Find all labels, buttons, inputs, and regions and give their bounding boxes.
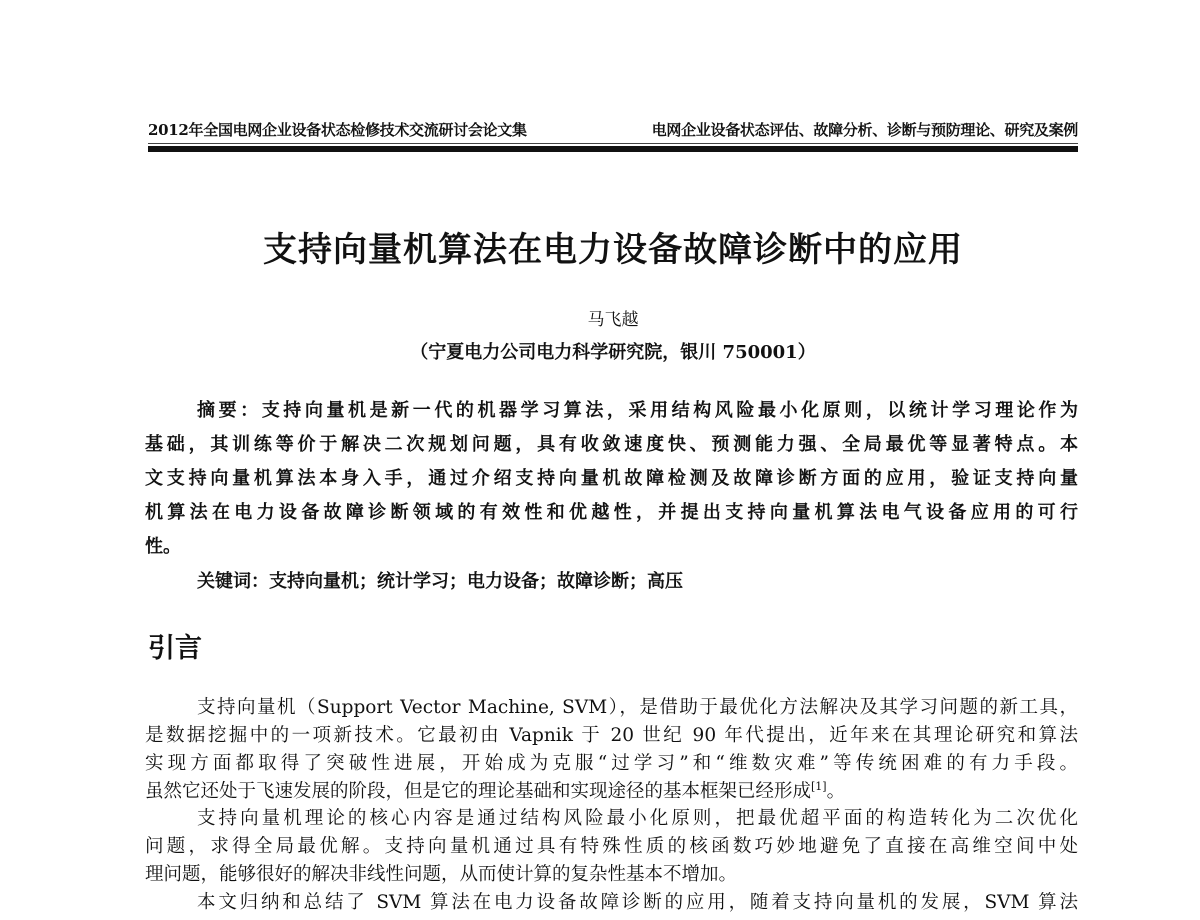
body-line: 是数据挖掘中的一项新技术。它最初由 Vapnik 于 20 世纪 90 年代提出，近年来在其理论研究和算法	[145, 725, 1078, 746]
abstract-line: 机算法在电力设备故障诊断领域的有效性和优越性，并提出支持向量机算法电气设备应用的可行	[145, 502, 1078, 523]
body-line: 实现方面都取得了突破性进展，开始成为克服“过学习”和“维数灾难”等传统困难的有力手段。	[145, 753, 1078, 774]
body-line-text: 虽然它还处于飞速发展的阶段，但是它的理论基础和实现途径的基本框架已经形成	[145, 781, 812, 802]
header-rule-thin	[148, 143, 1078, 144]
running-header-right: 电网企业设备状态评估、故障分析、诊断与预防理论、研究及案例	[651, 121, 1078, 139]
body-line: 支持向量机理论的核心内容是通过结构风险最小化原则，把最优超平面的构造转化为二次优化	[197, 808, 1078, 829]
section-heading-introduction: 引言	[148, 633, 202, 664]
abstract-line: 摘要：支持向量机是新一代的机器学习算法，采用结构风险最小化原则，以统计学习理论作为	[197, 400, 1078, 421]
body-line-punct: 。	[826, 781, 846, 802]
abstract-line: 文支持向量机算法本身入手，通过介绍支持向量机故障检测及故障诊断方面的应用，验证支持向量	[145, 468, 1078, 489]
abstract-line: 性。	[145, 536, 181, 557]
body-line	[145, 777, 1078, 803]
body-line: 理问题，能够很好的解决非线性问题，从而使计算的复杂性基本不增加。	[145, 864, 738, 885]
abstract-line: 基础，其训练等价于解决二次规划问题，具有收敛速度快、预测能力强、全局最优等显著特点。本	[145, 434, 1078, 455]
running-header-left: 2012年全国电网企业设备状态检修技术交流研讨会论文集	[148, 121, 527, 139]
citation-ref[interactable]: [1]	[811, 779, 827, 793]
header-rule	[148, 146, 1078, 152]
keywords: 关键词：支持向量机；统计学习；电力设备；故障诊断；高压	[197, 571, 683, 592]
body-line: 本文归纳和总结了 SVM 算法在电力设备故障诊断的应用，随着支持向量机的发展，SVM 算法	[197, 892, 1078, 913]
paper-title: 支持向量机算法在电力设备故障诊断中的应用	[263, 230, 963, 270]
body-line: 支持向量机（Support Vector Machine, SVM），是借助于最优化方法解决及其学习问题的新工具，	[197, 697, 1078, 718]
author: 马飞越	[587, 310, 639, 330]
affiliation: （宁夏电力公司电力科学研究院，银川 750001）	[410, 342, 816, 363]
body-line: 问题，求得全局最优解。支持向量机通过具有特殊性质的核函数巧妙地避免了直接在高维空间中处	[145, 836, 1078, 857]
